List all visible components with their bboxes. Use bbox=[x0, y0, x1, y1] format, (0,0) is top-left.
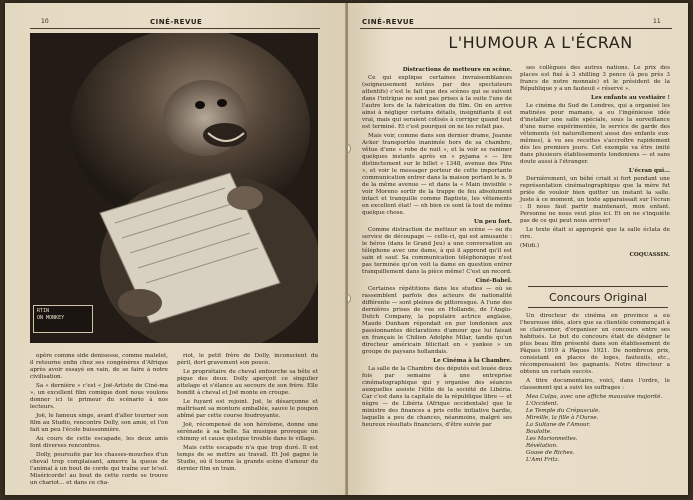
section-heading: Ciné-Babel. bbox=[475, 278, 512, 284]
list-item: Le Temple du Crépuscule. bbox=[526, 408, 601, 414]
ranking-list bbox=[520, 394, 670, 464]
paragraph: Un directeur de cinéma en province a eu l'heureuse idée, alors que sa clientèle commençait à se clairsemer, d'organiser un concours entre ses habitués. Le but du concours était de désigner le plus beau film présenté dans son établissement de Pâques 1919 à Pâques 1921. De nombreux prix, consistant en places de loges, fauteuils, etc., récompensaient les gagnants. Notre directeur a obtenu un certain succès. bbox=[520, 313, 670, 375]
paragraph: Dernièrement, un bébé criait si fort pendant une représentation cinématographique que la mère fut priée de vouloir bien quitter un instant la salle. Juste à ce moment, un texte apparaissait sur l'écran : Il nous faut partir maintenant, mon enfant. Personne ne nous veut plus ici. Et on ne s'inquiète pas de ce qui peut nous arriver! bbox=[520, 176, 670, 224]
left-column-1 bbox=[30, 353, 168, 489]
paragraph: Mais cette escapade n'a que trop duré. Il est temps de se mettre au travail. Et Joë gagne le Studio, où il tourne la grande scène d'amour du dernier film en train. bbox=[177, 445, 318, 472]
monkey-photo bbox=[30, 33, 318, 343]
list-item: Révélation. bbox=[526, 443, 558, 449]
paragraph: Certaines répétitions dans les studios — où se rassemblent parfois des acteurs de nationalité différente — sont pleines de pittoresque. A l'une des dernières prises de vue en Hollande, de l'Anglo-Dutch Company, la populaire actrice anglaise, Maude Dunham répondait en pur londonien aux passionnantes déclarations d'amour que lui faisait en français le Chilien Adolphe Milar, tandis qu'un directeur américain félicitait en « yankee » un groupe de paysans hollandais. bbox=[362, 286, 512, 355]
list-item: L'Ami Fritz. bbox=[526, 457, 560, 463]
list-item: Les Marionnettes. bbox=[526, 436, 578, 442]
signature: COQUASSIN. bbox=[629, 252, 670, 258]
section-heading: Un peu fort. bbox=[474, 219, 512, 225]
punch-hole bbox=[348, 293, 351, 304]
paragraph: Le propriétaire du cheval enfourche sa bête et pique des deux. Dolly aperçoit ce singulier attelage et s'élance au secours de son frère. Elle bondit à cheval et Joë monte en croupe. bbox=[177, 369, 318, 396]
paragraph: Le fuyard est rejoint. Joë, le désarçonne et maîtrisant sa monture emballée, sauve le poupon abîmé par cette course foudroyante. bbox=[177, 399, 318, 419]
paragraph: opère comme side denisesse, comme matelet, il retourne enfin chez ses congénères d'Afrique après avoir essayé en vain, de se faire à notre civilisation. bbox=[30, 353, 168, 380]
monkey-illustration bbox=[30, 33, 318, 343]
paragraph: Mais voir, comme dans son dernier drame, Jeanne Acker transportée inanimée hors de sa chambre, vêtue d'une « robe de nuit », et la voir se ranimer quelques instants après en « pyjama » — lire distinctement sur le billet « 1348, avenue des Pins », et voir le messager porteur de cette importante communication entrer dans la maison portant le n. 9 de la même avenue — et dans la « Main invisible » voir Moreno sortir de la trappe de feu absolument intact et tranquille comme Baptiste, les vêtements en excellent état! — eh bien ce sont là tout de même quelque chose. bbox=[362, 133, 512, 216]
paragraph: A titre documentaire, voici, dans l'ordre, le classement qui a suivi les suffrages : bbox=[520, 378, 670, 391]
concours-title: Concours Original bbox=[549, 291, 647, 304]
paragraph: Dolly, poursuite par les chasses-mouches d'un cheval trop complaisant, amerre la queue de l'animal à un bout de corde qui traîne sur le'sol. Miséricorde! au bout de cette corde se trouve un chariot... et dans ce cha- bbox=[30, 452, 168, 486]
caption-line-2: ON MONKEY bbox=[37, 315, 65, 321]
section-heading: L'écran qui... bbox=[628, 168, 670, 174]
left-running-head: CINÉ-REVUE bbox=[150, 18, 203, 26]
list-item: Mireille, la fille à l'Ourse. bbox=[526, 415, 599, 421]
concours-bottom-rule bbox=[528, 307, 668, 308]
section-heading: Le Cinéma à la Chambre. bbox=[433, 358, 512, 364]
paragraph: Le texte était si approprié que la salle éclata de rire. bbox=[520, 227, 670, 240]
paragraph: Au cours de cette escapade, les deux amis font diverses rencontres. bbox=[30, 436, 168, 449]
paragraph: Le cinéma du Sud de Londres, qui a organisé les matinées pour mamans, a eu l'ingénieuse idée d'installer une salle spéciale, sous la surveillance d'une nurse expérimentée, le service de garde des vêtements (et naturellement aussi des enfants eux-mêmes), à vu ses recettes s'accroître rapidement dès les premiers jours. Cet exemple va être imité dans plusieurs établissements londoniens — et sans doute aussi à l'étranger. bbox=[520, 103, 670, 165]
right-header-rule bbox=[360, 28, 672, 29]
list-item: Boulotte. bbox=[526, 429, 552, 435]
left-header-rule bbox=[30, 28, 320, 29]
right-running-head: CINÉ-REVUE bbox=[362, 18, 415, 26]
caption-line-1: RTIN bbox=[37, 308, 50, 314]
left-page bbox=[5, 3, 346, 495]
right-column-1 bbox=[362, 65, 512, 431]
list-item: Goase de Riches. bbox=[526, 450, 575, 456]
page-title: L'HUMOUR A L'ÉCRAN bbox=[448, 33, 633, 52]
photo-caption bbox=[33, 305, 93, 333]
concours-top-rule bbox=[528, 286, 668, 287]
credit-note: (Midi.) bbox=[520, 243, 540, 249]
right-page-number: 11 bbox=[653, 18, 661, 25]
paragraph: Comme distraction de metteur en scène — ou du service de découpage — celle-ci, qui est amusante : le héros (dans le Grand Jeu) a une conversation au téléphone avec une dame, à qui il apprend qu'il est sain et sauf. Sa communication téléphonique n'est pas terminée qu'on voit la dame en question entrer tranquillement dans la pièce même! C'est un record. bbox=[362, 227, 512, 275]
list-item: Mea Culpa, avec une affiche mauvaise majorité. bbox=[526, 394, 663, 400]
magazine-spread bbox=[5, 3, 688, 495]
paragraph: La salle de la Chambre des députés est louée deux fois par semaine à une entreprise cinématographique qui y organise des séances auxquelles assiste l'élite de la société de Libéria. Car c'est dans la capitale de la république libre — et nègre — de Libéria (Afrique occidentale) que le ministre des finances a pris cette initiative hardie, laquelle a peu de chances, néanmoins, malgré ses heureux résultats financiers, d'être suivie par bbox=[362, 366, 512, 428]
left-page-number: 10 bbox=[41, 18, 49, 25]
punch-hole bbox=[348, 143, 351, 154]
concours-column bbox=[520, 313, 670, 464]
paragraph: Ce qui explique certaines invraisemblances (soigneusement notées par des spectateurs attentifs) c'est le fait que des scènes qui se suivent dans l'intrigue ne sont pas prises à la suite l'une de l'autre lors de la fabrication du film. On en arrive ainsi à négliger certains détails, insignifiants il est vrai, mais qui seraient cotisés à corriger quand tout est terminé. Et c'est pourquoi on ne les refait pas. bbox=[362, 75, 512, 130]
list-item: L'Occident. bbox=[526, 401, 559, 407]
list-item: La Sultane de l'Amour. bbox=[526, 422, 591, 428]
right-column-2 bbox=[520, 65, 670, 261]
paragraph: Joë, récompensé de son héroïsme, donne une sérénade à sa belle. Sa musique provoque un chimmy et cause quelque trouble dans le village. bbox=[177, 422, 318, 442]
right-page bbox=[348, 3, 688, 495]
left-column-2 bbox=[177, 353, 318, 475]
paragraph: Sa « dernière » c'est « Joë-Artiste de Ciné-ma », un excellent film comique dont nous voulons donner ici le primeur du scénario à nos lecteurs. bbox=[30, 383, 168, 410]
paragraph: ses collègues des autres nations. Le prix des places est fixé à 3 shilling 3 pence (à peu près 3 francs de notre monnaie) et le président de la République y a un fauteuil « réservé ». bbox=[520, 65, 670, 92]
paragraph: Joë, le fameux singe, avant d'aller tourner son film au Studio, rencontre Dolly, son amie, et l'on fait un peu l'école buissonnière. bbox=[30, 413, 168, 433]
section-heading: Distractions de metteurs en scène. bbox=[402, 67, 512, 73]
paragraph: riot, le petit frère de Dolly, inconscient du péril, dort gravement son pouce. bbox=[177, 353, 318, 366]
section-heading: Les enfants au vestiaire ! bbox=[591, 95, 670, 101]
